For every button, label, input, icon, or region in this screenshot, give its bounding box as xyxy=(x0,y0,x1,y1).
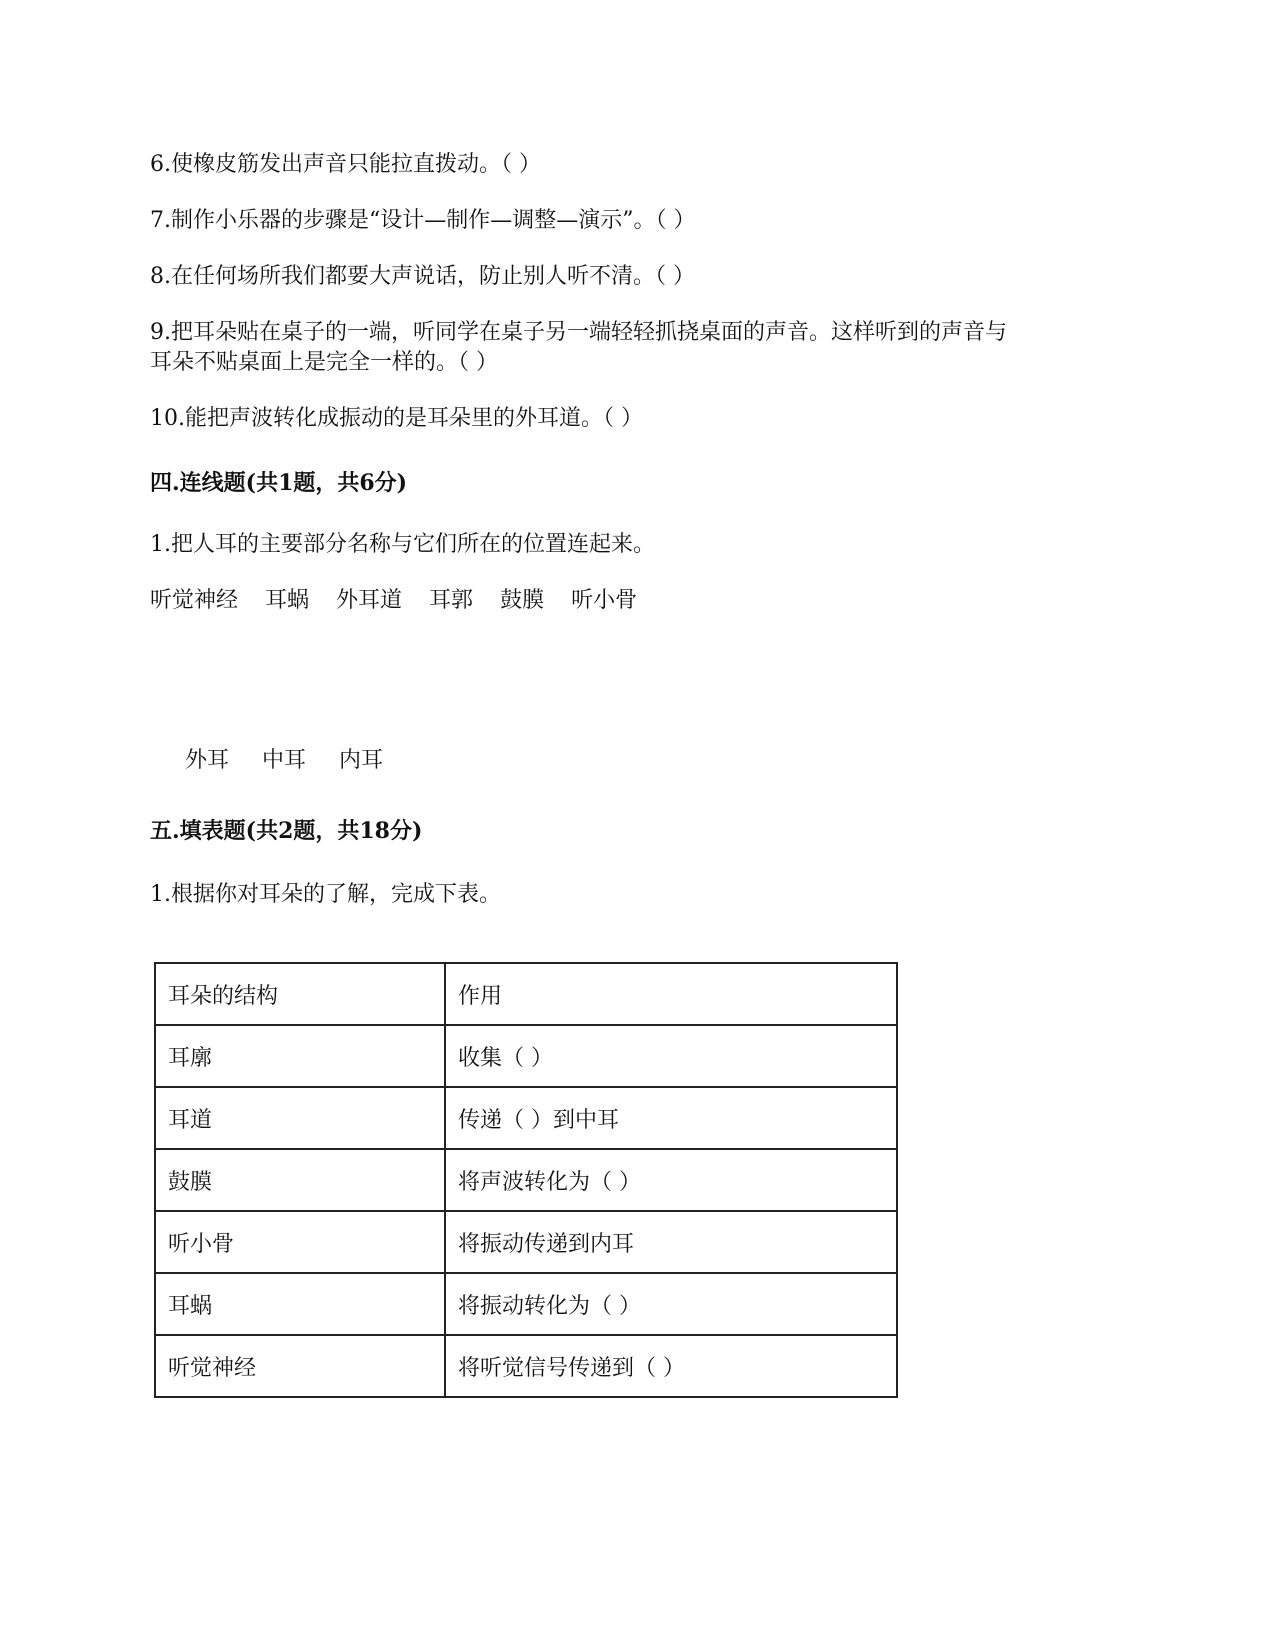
question-9-line-2: 耳朵不贴桌面上是完全一样的。（ ） xyxy=(150,350,498,375)
question-8: 8.在任何场所我们都要大声说话，防止别人听不清。（ ） xyxy=(150,264,695,289)
table-row xyxy=(155,1273,897,1335)
term-auditory-nerve: 听觉神经 xyxy=(150,588,239,613)
table-header-cell: 作用 xyxy=(445,963,897,1025)
table-cell-structure: 耳廓 xyxy=(155,1025,445,1087)
table-header-cell: 耳朵的结构 xyxy=(155,963,445,1025)
table-row xyxy=(155,1087,897,1149)
table-header-row xyxy=(155,963,897,1025)
term-auricle: 耳郭 xyxy=(429,588,474,613)
table-cell-structure: 耳道 xyxy=(155,1087,445,1149)
table-cell-function: 收集（ ） xyxy=(445,1025,897,1087)
table-row xyxy=(155,1211,897,1273)
question-7: 7.制作小乐器的步骤是“设计—制作—调整—演示”。（ ） xyxy=(150,208,696,233)
question-9-line-1: 9.把耳朵贴在桌子的一端，听同学在桌子另一端轻轻抓挠桌面的声音。这样听到的声音与 xyxy=(150,320,1007,345)
part-inner-ear: 内耳 xyxy=(339,748,384,773)
table-cell-structure: 鼓膜 xyxy=(155,1149,445,1211)
part-middle-ear: 中耳 xyxy=(262,748,307,773)
term-eardrum: 鼓膜 xyxy=(500,588,545,613)
section-4-heading: 四.连线题(共1题，共6分) xyxy=(150,470,408,496)
ear-terms-row xyxy=(150,586,657,616)
table-cell-function: 将振动转化为（ ） xyxy=(445,1273,897,1335)
section-4-question: 1.把人耳的主要部分名称与它们所在的位置连起来。 xyxy=(150,532,655,557)
ear-structure-table xyxy=(154,962,898,1398)
table-cell-function: 将声波转化为（ ） xyxy=(445,1149,897,1211)
part-outer-ear: 外耳 xyxy=(185,748,230,773)
ear-parts-row xyxy=(185,746,409,776)
term-ear-canal: 外耳道 xyxy=(336,588,403,613)
table-row xyxy=(155,1335,897,1397)
table-cell-structure: 听小骨 xyxy=(155,1211,445,1273)
table-cell-structure: 耳蜗 xyxy=(155,1273,445,1335)
table-cell-function: 将振动传递到内耳 xyxy=(445,1211,897,1273)
table-cell-structure: 听觉神经 xyxy=(155,1335,445,1397)
question-6: 6.使橡皮筋发出声音只能拉直拨动。（ ） xyxy=(150,152,541,177)
table-row xyxy=(155,1149,897,1211)
term-ossicles: 听小骨 xyxy=(571,588,638,613)
table-row xyxy=(155,1025,897,1087)
table-cell-function: 将听觉信号传递到（ ） xyxy=(445,1335,897,1397)
section-5-heading: 五.填表题(共2题，共18分) xyxy=(150,818,423,844)
table-cell-function: 传递（ ）到中耳 xyxy=(445,1087,897,1149)
section-5-question: 1.根据你对耳朵的了解，完成下表。 xyxy=(150,882,501,907)
term-cochlea: 耳蜗 xyxy=(265,588,310,613)
question-10: 10.能把声波转化成振动的是耳朵里的外耳道。（ ） xyxy=(150,406,643,431)
